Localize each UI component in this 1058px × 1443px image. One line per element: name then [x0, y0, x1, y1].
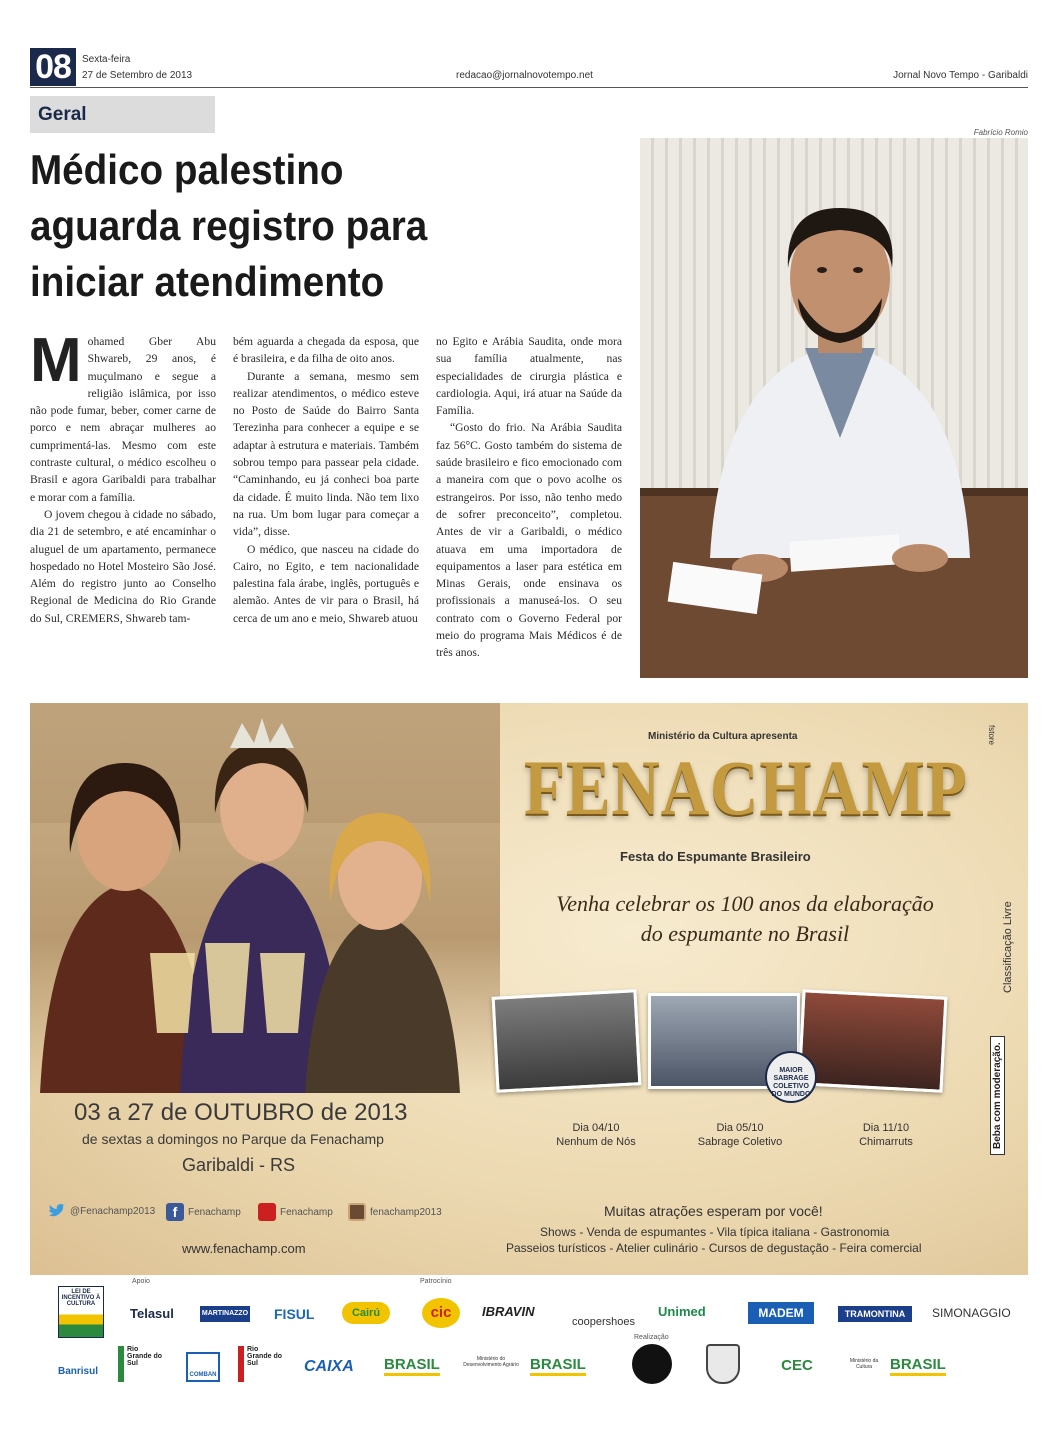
show-photo-3 — [798, 989, 948, 1092]
twitter-link[interactable] — [48, 1203, 155, 1219]
ad-agency: fstore — [987, 725, 996, 746]
ad-ministry: Ministério da Cultura apresenta — [648, 731, 798, 742]
youtube-icon — [258, 1203, 276, 1221]
section-tag: Geral — [30, 96, 215, 133]
realizacao-seal-1 — [632, 1344, 672, 1384]
sponsor-logo: Banrisul — [58, 1366, 99, 1377]
sponsor-logo: BRASIL — [890, 1356, 946, 1376]
classification-label: Classificação Livre — [1002, 901, 1014, 993]
attractions-line-2: Passeios turísticos - Atelier culinário - Cursos de degustação - Feira comercial — [506, 1241, 922, 1255]
show-photo-1 — [492, 989, 642, 1092]
headline-line-2: aguarda registro para — [30, 202, 428, 249]
event-url[interactable]: www.fenachamp.com — [182, 1241, 306, 1256]
record-badge: MAIOR SABRAGE COLETIVO DO MUNDO — [765, 1051, 817, 1103]
sponsor-logo: Rio Grande do Sul — [118, 1346, 162, 1382]
header-paper-name: Jornal Novo Tempo - Garibaldi — [893, 70, 1028, 81]
sponsor-logo: COMBAN — [186, 1352, 220, 1382]
attractions-line-1: Shows - Venda de espumantes - Vila típica italiana - Gastronomia — [540, 1225, 890, 1239]
page-number: 08 — [30, 48, 76, 86]
youtube-link[interactable] — [258, 1203, 333, 1221]
sponsor-logo: CAIXA — [304, 1358, 354, 1375]
sponsor-logo: MARTINAZZO — [200, 1306, 250, 1322]
show-item — [816, 1121, 956, 1149]
photo-credit: Fabrício Romio — [973, 128, 1028, 137]
event-dates: 03 a 27 de OUTUBRO de 2013 — [74, 1099, 408, 1126]
doctor-photo-illustration — [640, 138, 1028, 678]
article-paragraph: O jovem chegou à cidade no sábado, dia 21 de setembro, e até encaminhar o aluguel de um apartamento, permanece hospedado no Hotel Mosteiro São José. Além do registro junto ao Conselho Regional de Medicina do Rio Grande do Sul, CREMERS, Shwareb tam- — [30, 507, 216, 625]
attractions-title: Muitas atrações esperam por você! — [604, 1203, 823, 1219]
sponsor-logo: BRASIL — [384, 1356, 440, 1376]
article-paragraph: bém aguarda a chegada da esposa, que é brasileira, e da filha de oito anos. — [233, 335, 419, 366]
sponsor-logo: Unimed — [658, 1304, 706, 1319]
ad-slogan — [500, 889, 990, 949]
youtube-handle: Fenachamp — [280, 1206, 333, 1218]
article-paragraph: ohamed Gber Abu Shwareb, 29 anos, é muçulmano e segue a religião islâmica, por isso não pode fumar, beber, comer carne de porco e nem abraçar mulheres ao cumprimentá-las. Mesmo com este contraste cultural, o médico escolheu o Brasil e agora Garibaldi para trabalhar e morar com a família. — [30, 335, 216, 504]
ad-slogan-line-1: Venha celebrar os 100 anos da elaboração — [556, 891, 934, 916]
drop-cap: M — [30, 326, 82, 395]
sponsor-logo: CEC — [781, 1357, 813, 1374]
facebook-link[interactable] — [166, 1203, 241, 1221]
sponsor-logo: LEI DE INCENTIVO À CULTURA — [58, 1286, 104, 1338]
sponsor-logo: FISUL — [274, 1306, 315, 1322]
sponsor-logo: MADEM — [748, 1302, 814, 1324]
show-name: Sabrage Coletivo — [697, 1136, 783, 1148]
twitter-handle: @Fenachamp2013 — [70, 1205, 156, 1217]
sponsor-logo: Ministério do Desenvolvimento Agrário — [463, 1356, 519, 1368]
ad-slogan-line-2: do espumante no Brasil — [640, 921, 850, 946]
sponsor-logo: Cairú — [342, 1302, 390, 1324]
instagram-icon — [348, 1203, 366, 1221]
header-day: Sexta-feira — [82, 54, 131, 65]
show-item — [526, 1121, 666, 1149]
show-name: Chimarruts — [859, 1136, 913, 1148]
instagram-link[interactable] — [348, 1203, 442, 1221]
queens-photo — [30, 703, 500, 1093]
fenachamp-logo: FENACHAMP — [524, 744, 968, 831]
drink-warning-text: Beba com moderação. — [990, 1036, 1005, 1155]
article-paragraph: no Egito e Arábia Saudita, onde mora sua família atualmente, nas especialidades de cirurgia plástica e cardiologia. Aqui, irá atuar na Saúde da Família. — [436, 335, 622, 418]
show-date: Dia 04/10 — [572, 1122, 620, 1134]
sponsor-logo: Rio Grande do Sul — [238, 1346, 282, 1382]
sponsor-logo: IBRAVIN — [482, 1304, 535, 1319]
header-rule — [30, 87, 1028, 88]
sponsor-logo: BRASIL — [530, 1356, 586, 1376]
article-column-2 — [233, 333, 419, 627]
header-email[interactable]: redacao@jornalnovotempo.net — [456, 70, 593, 81]
show-item — [670, 1121, 810, 1149]
doctor-photo — [640, 138, 1028, 678]
show-name: Nenhum de Nós — [556, 1136, 636, 1148]
twitter-icon — [48, 1203, 66, 1219]
sponsor-logo: Telasul — [130, 1306, 174, 1321]
article-column-3 — [436, 333, 622, 662]
headline-line-1: Médico palestino — [30, 146, 344, 193]
sponsor-logo: TRAMONTINA — [838, 1306, 912, 1322]
sponsor-logo: SIMONAGGIO — [932, 1306, 1011, 1320]
fenachamp-advertisement — [30, 703, 1028, 1275]
article-paragraph: “Gosto do frio. Na Arábia Saudita faz 56°C. Gosto também do sistema de saúde brasileiro e fico emocionado com a maneira com que o povo acolhe os estrangeiros. Por isso, não tenho medo de sofrer preconceito”, completou. Antes de vir a Garibaldi, o médico atuava em uma importadora de equipamentos a laser para estética em Minas Gerais, onde ensinava os profissionais a manuseá-los. O seu contrato com o Governo Federal por meio do programa Mais Médicos é de três anos. — [436, 421, 622, 660]
sponsor-logo: Ministério da Cultura — [849, 1358, 879, 1370]
show-date: Dia 05/10 — [716, 1122, 764, 1134]
event-schedule: de sextas a domingos no Parque da Fenachamp — [82, 1131, 384, 1147]
patrocinio-label: Patrocínio — [420, 1278, 452, 1285]
event-city: Garibaldi - RS — [182, 1155, 296, 1175]
headline-line-3: iniciar atendimento — [30, 258, 385, 305]
article-headline — [30, 142, 573, 310]
show-date: Dia 11/10 — [862, 1122, 910, 1134]
instagram-handle: fenachamp2013 — [370, 1206, 442, 1218]
realizacao-seal-2 — [706, 1344, 740, 1384]
header-date: 27 de Setembro de 2013 — [82, 70, 193, 81]
realizacao-label: Realização — [634, 1334, 669, 1341]
facebook-handle: Fenachamp — [188, 1206, 241, 1218]
queens-illustration — [30, 703, 500, 1093]
apoio-label: Apoio — [132, 1278, 150, 1285]
sponsor-logo: cic — [422, 1298, 460, 1328]
article-paragraph: O médico, que nasceu na cidade do Cairo, no Egito, e tem nacionalidade palestina fala árabe, inglês, português e alemão. Antes de vir para o Brasil, há cerca de um ano e meio, Shwareb atuou — [233, 542, 419, 625]
sponsor-logo: coopershoes — [572, 1316, 635, 1328]
ad-festa: Festa do Espumante Brasileiro — [620, 849, 811, 864]
article-column-1 — [30, 326, 216, 627]
article-paragraph: Durante a semana, mesmo sem realizar atendimentos, o médico esteve no Posto de Saúde do Bairro Santa Terezinha para conhecer a equipe e se adaptar à estrutura e materiais. Também sobrou tempo para passear pela cidade. “Caminhando, eu já conheci boa parte da cidade. É muito linda. Não tem lixo na rua. Um bom lugar para começar a vida”, disse. — [233, 369, 419, 539]
facebook-icon: f — [166, 1203, 184, 1221]
